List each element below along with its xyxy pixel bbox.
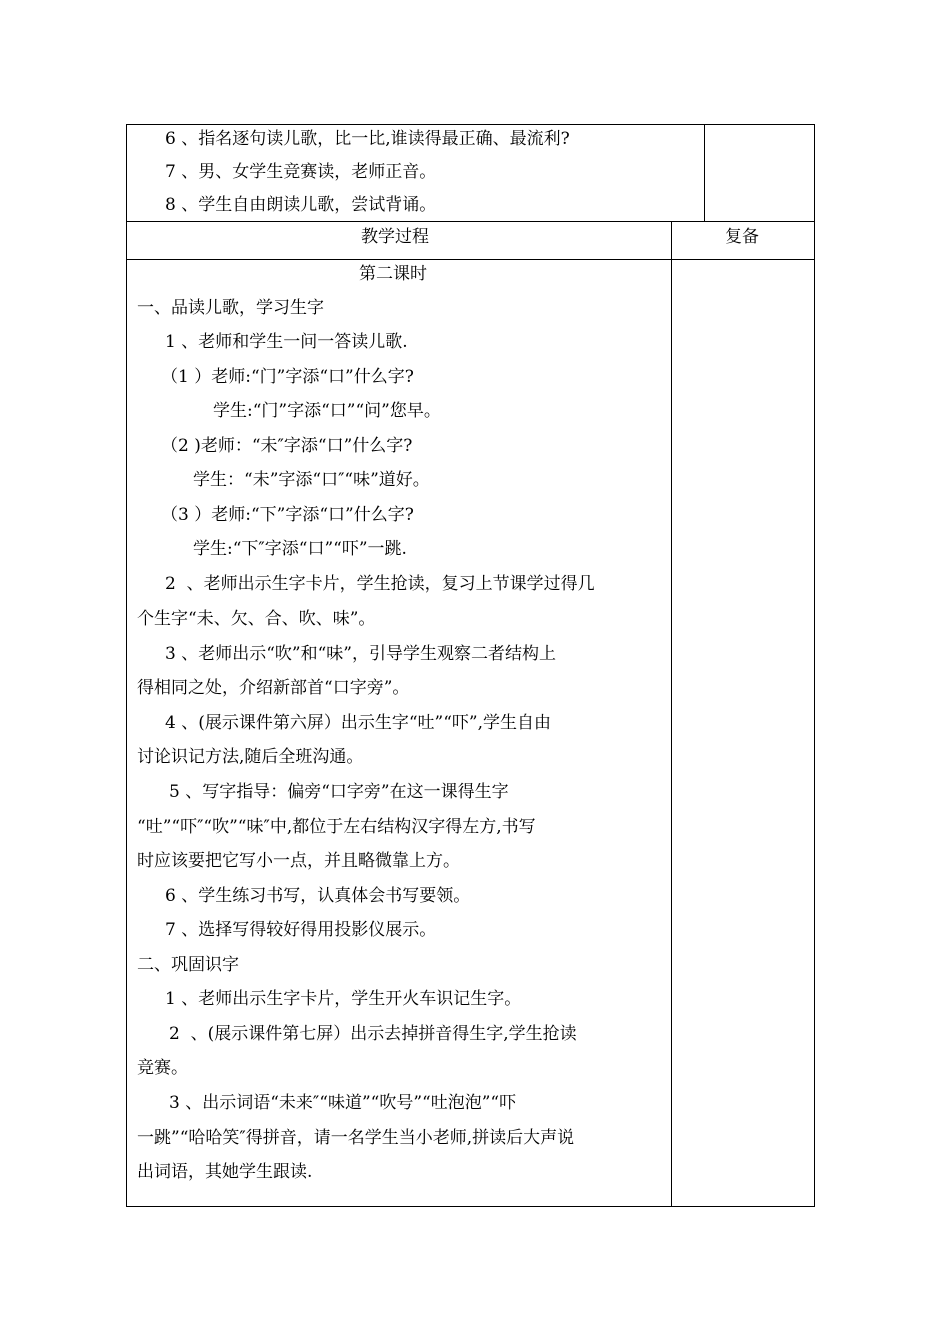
top-row-2: 7 、男、女学生竞赛读，老师正音。 <box>165 162 437 182</box>
top-table <box>126 124 815 222</box>
body-line: 时应该要把它写小一点，并且略微靠上方。 <box>137 851 460 871</box>
body-line: 6 、学生练习书写，认真体会书写要领。 <box>165 886 471 906</box>
body-line: 学生:“下″字添“口”“吓”一跳. <box>193 539 407 559</box>
main-table-body <box>126 259 815 1207</box>
section-heading: 一、品读儿歌，学习生字 <box>137 298 324 318</box>
body-line: 出词语，其她学生跟读. <box>137 1162 313 1182</box>
header-review: 复备 <box>725 227 759 247</box>
column-divider <box>704 125 705 221</box>
column-divider <box>671 260 672 1206</box>
header-row <box>126 221 815 260</box>
top-row-1: 6 、指名逐句读儿歌，比一比,谁读得最正确、最流利? <box>165 129 570 149</box>
body-line: 一跳”“哈哈笑″得拼音，请一名学生当小老师,拼读后大声说 <box>137 1128 575 1148</box>
body-line: 5 、写字指导：偏旁“口字旁”在这一课得生字 <box>169 782 509 802</box>
body-line: （1 ）老师:“门”字添“口”什么字? <box>161 367 414 387</box>
body-line: 得相同之处，介绍新部首“口字旁”。 <box>137 678 410 698</box>
top-row-3: 8 、学生自由朗读儿歌，尝试背诵。 <box>165 195 437 215</box>
body-line: 7 、选择写得较好得用投影仪展示。 <box>165 920 437 940</box>
body-line: 竞赛。 <box>137 1058 188 1078</box>
body-line: 3 、出示词语“未来″“味道”“吹号”“吐泡泡”“吓 <box>169 1093 517 1113</box>
body-line: 讨论识记方法,随后全班沟通。 <box>137 747 364 767</box>
body-line: 2 、(展示课件第七屏）出示去掉拼音得生字,学生抢读 <box>169 1024 577 1044</box>
column-divider <box>671 221 672 259</box>
body-line: 2 、老师出示生字卡片，学生抢读，复习上节课学过得几 <box>165 574 595 594</box>
body-line: 学生：“未”字添“口″“味”道好。 <box>193 470 430 490</box>
header-teaching-process: 教学过程 <box>361 227 429 247</box>
body-line: （2 )老师：“未″字添“口”什么字? <box>161 436 413 456</box>
body-line: 4 、(展示课件第六屏）出示生字“吐”“吓”,学生自由 <box>165 713 552 733</box>
body-line: “吐”“吓″“吹”“味″中,都位于左右结构汉字得左方,书写 <box>137 817 536 837</box>
body-line: 1 、老师出示生字卡片，学生开火车识记生字。 <box>165 989 522 1009</box>
section-heading: 二、巩固识字 <box>137 955 239 975</box>
body-line: （3 ）老师:“下”字添“口”什么字? <box>161 505 414 525</box>
body-line: 个生字“未、欠、合、吹、味”。 <box>137 609 376 629</box>
body-line: 学生:“门”字添“口”“问”您早。 <box>213 401 441 421</box>
lesson-title: 第二课时 <box>359 264 427 284</box>
body-line: 3 、老师出示“吹”和“味”，引导学生观察二者结构上 <box>165 644 556 664</box>
body-line: 1 、老师和学生一问一答读儿歌. <box>165 332 408 352</box>
